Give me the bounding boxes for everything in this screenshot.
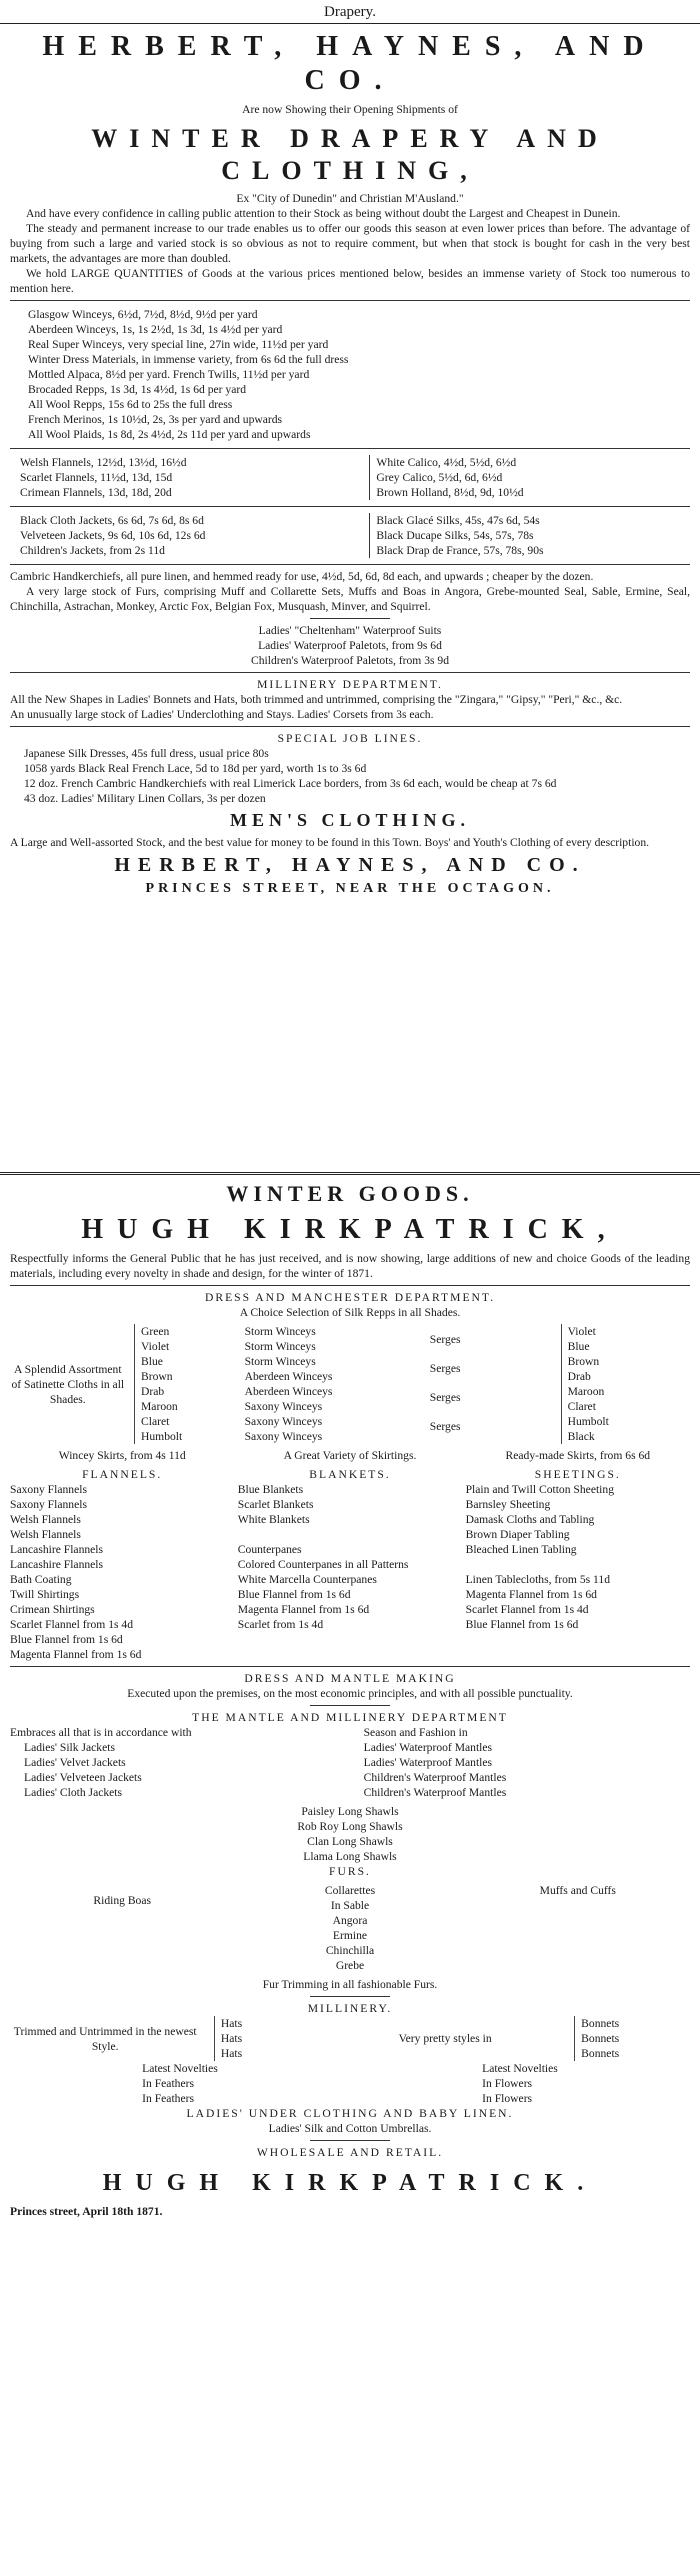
firm-name: HUGH KIRKPATRICK, [81, 1214, 619, 1245]
dept-heading: DRESS AND MANCHESTER DEPARTMENT. [204, 1291, 496, 1304]
furs-center [238, 1883, 462, 1973]
list-item: Grey Calico, 5½d, 6d, 6½d [376, 471, 503, 484]
color-item: Brown [141, 1370, 173, 1383]
wholesale-retail: WHOLESALE AND RETAIL. [256, 2146, 444, 2159]
riding-boas: Riding Boas [93, 1894, 152, 1907]
list-item: Saxony Winceys [244, 1400, 323, 1413]
jackets-silks-block [20, 513, 680, 558]
address: PRINCES STREET, NEAR THE OCTAGON. [145, 881, 555, 896]
serges-column [430, 1324, 552, 1444]
list-item: White Marcella Counterpanes [237, 1573, 377, 1586]
list-item: Brown Diaper Tabling [465, 1528, 570, 1541]
list-item: Blue Flannel from 1s 6d [465, 1618, 579, 1631]
section-header: Drapery. [0, 0, 700, 24]
list-item: Damask Cloths and Tabling [465, 1513, 595, 1526]
novelties-row [10, 2061, 690, 2106]
list-item: Children's Waterproof Mantles [363, 1771, 507, 1784]
furs-grid [10, 1883, 690, 1973]
list-item: Winter Dress Materials, in immense variety, from 6s 6d the full dress [28, 353, 349, 366]
list-item: In Sable [330, 1899, 370, 1912]
list-item: Chinchilla [325, 1944, 375, 1957]
color-item: Claret [141, 1415, 170, 1428]
list-item: Scarlet from 1s 4d [237, 1618, 324, 1631]
advertisement-herbert-haynes [0, 24, 700, 1175]
list-item: In Feathers [142, 2092, 194, 2105]
list-item: Plain and Twill Cotton Sheeting [465, 1483, 614, 1496]
list-item: Ladies' Waterproof Mantles [363, 1756, 493, 1769]
jackets-column [10, 1725, 350, 1800]
list-item [238, 1527, 462, 1542]
list-item: Bonnets [581, 2047, 620, 2060]
list-item: Brown Holland, 8½d, 9d, 10½d [376, 486, 524, 499]
paragraph: We hold LARGE QUANTITIES of Goods at the various prices mentioned below, besides an immense variety of Stock too numerous to mention here. [10, 267, 690, 295]
list-item: Crimean Flannels, 13d, 18d, 20d [20, 486, 172, 499]
list-item: Real Super Winceys, very special line, 27in wide, 11½d per yard [28, 338, 329, 351]
mens-text: A Large and Well-assorted Stock, and the best value for money to be found in this Town. Boys' and Youth's Clothing of every description. [10, 836, 650, 849]
color-item: Humbolt [567, 1415, 609, 1428]
hats-column [214, 2016, 316, 2061]
divider [10, 448, 690, 449]
list-item: Twill Shirtings [10, 1588, 80, 1601]
list-item: All Wool Plaids, 1s 8d, 2s 4½d, 2s 11d per yard and upwards [28, 428, 311, 441]
divider [10, 1666, 690, 1667]
flannels-column [10, 1467, 234, 1662]
list-item: Saxony Flannels [10, 1498, 87, 1511]
satinette-label: A Splendid Assortment of Satinette Cloths in all Shades. [11, 1362, 125, 1406]
furs-heading: FURS. [329, 1865, 371, 1878]
divider [10, 564, 690, 565]
column-heading: BLANKETS. [309, 1468, 391, 1481]
divider [310, 1996, 390, 1997]
job-lines-heading: SPECIAL JOB LINES. [277, 732, 423, 745]
paragraph: The steady and permanent increase to our trade enables us to offer our goods this season at even lower prices than before. The advantage of buying from such a large and varied stock is so obvious as not to require comment, but when that stock is bought for cash in the very best markets, the advantages are more than doubled. [10, 222, 690, 265]
paragraph: And have every confidence in calling public attention to their Stock as being without doubt the Largest and Cheapest in Dunein. [26, 207, 621, 220]
color-item: Blue [141, 1355, 163, 1368]
list-item: White Blankets [237, 1513, 310, 1526]
flannels-column [20, 455, 363, 500]
list-item: Linen Tablecloths, from 5s 11d [465, 1573, 610, 1586]
list-item: Japanese Silk Dresses, 45s full dress, usual price 80s [24, 747, 269, 760]
bonnets-column [574, 2016, 690, 2061]
list-item: Brocaded Repps, 1s 3d, 1s 4½d, 1s 6d per yard [28, 383, 246, 396]
mantles-column [364, 1725, 690, 1800]
list-item: Bonnets [581, 2017, 620, 2030]
divider [310, 2140, 390, 2141]
list-item: 43 doz. Ladies' Military Linen Collars, 3s per dozen [24, 792, 266, 805]
list-item: Latest Novelties [142, 2062, 218, 2075]
shawls [10, 1804, 690, 1864]
list-item: Mottled Alpaca, 8½d per yard. French Twills, 11½d per yard [28, 368, 310, 381]
column-heading: SHEETINGS. [534, 1468, 621, 1481]
paragraph: All the New Shapes in Ladies' Bonnets and Hats, both trimmed and untrimmed, comprising the "Zingara," "Gipsy," "Peri," &c., &c. [10, 693, 623, 706]
millinery-grid [10, 2016, 690, 2061]
headline: WINTER DRAPERY AND CLOTHING, [91, 124, 609, 185]
divider [10, 300, 690, 301]
divider [10, 506, 690, 507]
color-item: Maroon [141, 1400, 178, 1413]
millinery-heading: MILLINERY. [307, 2002, 393, 2015]
list-item: 1058 yards Black Real French Lace, 5d to 18d per yard, worth 1s to 3s 6d [24, 762, 367, 775]
advertisement-hugh-kirkpatrick [0, 1175, 700, 2518]
divider [310, 618, 390, 619]
list-item: Clan Long Shawls [307, 1835, 393, 1848]
list-item: Magenta Flannel from 1s 6d [465, 1588, 597, 1601]
list-item: Crimean Shirtings [10, 1603, 95, 1616]
list-item: Grebe [335, 1959, 365, 1972]
color-item: Green [141, 1325, 170, 1338]
list-item: Ladies' "Cheltenham" Waterproof Suits [258, 624, 442, 637]
skirts-row [10, 1448, 690, 1463]
list-item: Velveteen Jackets, 9s 6d, 10s 6d, 12s 6d [20, 529, 206, 542]
list-item: In Feathers [142, 2077, 194, 2090]
satinette-colors [134, 1324, 236, 1444]
mantle-millinery-heading: THE MANTLE AND MILLINERY DEPARTMENT [192, 1711, 508, 1724]
list-item: Rob Roy Long Shawls [297, 1820, 403, 1833]
job-lines [24, 746, 690, 806]
list-item: Serges [429, 1333, 461, 1346]
list-item: Hats [220, 2047, 243, 2060]
list-item: Paisley Long Shawls [301, 1805, 399, 1818]
body-text [10, 206, 690, 296]
color-item: Maroon [567, 1385, 605, 1398]
list-item: Ladies' Waterproof Mantles [363, 1741, 493, 1754]
trimmed-untrimmed: Trimmed and Untrimmed in the newest Style. [13, 2024, 197, 2053]
list-item: All Wool Repps, 15s 6d to 25s the full dress [28, 398, 233, 411]
list-item: Saxony Flannels [10, 1483, 87, 1496]
firm-name: HERBERT, HAYNES, AND CO. [42, 31, 658, 96]
list-item: Counterpanes [237, 1543, 302, 1556]
list-item: Black Cloth Jackets, 6s 6d, 7s 6d, 8s 6d [20, 514, 204, 527]
list-item [466, 1557, 690, 1572]
list-item: Black Ducape Silks, 54s, 57s, 78s [376, 529, 534, 542]
headline: WINTER GOODS. [226, 1181, 474, 1206]
dress-grid [10, 1324, 690, 1444]
divider [10, 726, 690, 727]
paragraph: An unusually large stock of Ladies' Underclothing and Stays. Ladies' Corsets from 3s each. [10, 708, 434, 721]
umbrellas: Ladies' Silk and Cotton Umbrellas. [268, 2122, 432, 2135]
divider [10, 672, 690, 673]
list-item: Ermine [332, 1929, 368, 1942]
sheetings-column [466, 1467, 690, 1662]
list-item: Storm Winceys [244, 1325, 316, 1338]
list-item: Scarlet Flannel from 1s 4d [465, 1603, 589, 1616]
variety-skirtings: A Great Variety of Skirtings. [283, 1449, 417, 1462]
color-item: Claret [567, 1400, 596, 1413]
list-item: Ladies' Waterproof Paletots, from 9s 6d [258, 639, 442, 652]
divider [310, 1705, 390, 1706]
winceys-column [245, 1324, 422, 1444]
list-item: Ladies' Velveteen Jackets [24, 1771, 142, 1784]
list-item: Welsh Flannels, 12½d, 13½d, 16½d [20, 456, 187, 469]
readymade-skirts: Ready-made Skirts, from 6s 6d [505, 1449, 651, 1462]
list-item: Blue Blankets [237, 1483, 304, 1496]
list-item: Blue Flannel from 1s 6d [10, 1633, 123, 1646]
list-item: Serges [429, 1391, 461, 1404]
list-item: Magenta Flannel from 1s 6d [10, 1648, 142, 1661]
waterproofs [10, 623, 690, 668]
calico-column [369, 455, 680, 500]
list-item: Aberdeen Winceys, 1s, 1s 2½d, 1s 3d, 1s 4½d per yard [28, 323, 283, 336]
textiles-grid [10, 1467, 690, 1662]
pretty-styles: Very pretty styles in [398, 2032, 492, 2045]
intro-line: Are now Showing their Opening Shipments of [242, 103, 458, 116]
list-item: Lancashire Flannels [10, 1558, 104, 1571]
list-item: Bleached Linen Tabling [465, 1543, 577, 1556]
list-item: Ladies' Velvet Jackets [24, 1756, 126, 1769]
color-item: Violet [567, 1325, 596, 1338]
color-item: Black [567, 1430, 595, 1443]
list-item: Welsh Flannels [10, 1513, 81, 1526]
list-item: Scarlet Blankets [237, 1498, 314, 1511]
list-item: Ladies' Silk Jackets [24, 1741, 115, 1754]
mantle-making-text: Executed upon the premises, on the most economic principles, and with all possible punctuality. [127, 1687, 573, 1700]
date-line: Princes street, April 18th 1871. [10, 2205, 163, 2218]
list-item: Saxony Winceys [244, 1430, 323, 1443]
list-item: Lancashire Flannels [10, 1543, 104, 1556]
list-item: French Merinos, 1s 10½d, 2s, 3s per yard and upwards [28, 413, 283, 426]
color-item: Drab [141, 1385, 165, 1398]
fur-trimming: Fur Trimming in all fashionable Furs. [262, 1978, 438, 1991]
list-item: Hats [220, 2032, 243, 2045]
list-item: Scarlet Flannel from 1s 4d [10, 1618, 133, 1631]
color-item: Blue [567, 1340, 590, 1353]
price-list [28, 307, 690, 442]
flowers-column [482, 2061, 558, 2106]
list-item: Angora [332, 1914, 368, 1927]
firm-name-footer: HUGH KIRKPATRICK. [102, 2170, 598, 2196]
serge-colors [561, 1324, 690, 1444]
list-item: Bath Coating [10, 1573, 72, 1586]
muffs-cuffs: Muffs and Cuffs [539, 1884, 616, 1897]
list-item: Latest Novelties [482, 2062, 558, 2075]
list-item: Children's Waterproof Paletots, from 3s 9d [250, 654, 449, 667]
list-item: Collarettes [324, 1884, 376, 1897]
list-item: Scarlet Flannels, 11½d, 13d, 15d [20, 471, 173, 484]
intro-text: Respectfully informs the General Public that he has just received, and is now showing, large additions of new and choice Goods of the leading materials, including every novelty in shade and design, for the winter of 1871. [10, 1252, 690, 1280]
wincey-skirts: Wincey Skirts, from 4s 11d [58, 1449, 186, 1462]
list-item: Glasgow Winceys, 6½d, 7½d, 8½d, 9½d per yard [28, 308, 258, 321]
mens-clothing-heading: MEN'S CLOTHING. [229, 810, 471, 830]
mantle-grid [10, 1725, 690, 1800]
list-item: Season and Fashion in [363, 1726, 468, 1739]
handkerchiefs-furs [10, 569, 690, 614]
feathers-column [142, 2061, 218, 2106]
list-item: Welsh Flannels [10, 1528, 81, 1541]
list-item: Children's Waterproof Mantles [363, 1786, 507, 1799]
list-item: In Flowers [482, 2077, 533, 2090]
under-clothing: LADIES' UNDER CLOTHING AND BABY LINEN. [186, 2107, 514, 2120]
silks-column [369, 513, 680, 558]
list-item: Hats [220, 2017, 243, 2030]
paragraph: A very large stock of Furs, comprising Muff and Collarette Sets, Muffs and Boas in Angora, Grebe-mounted Seal, Sable, Ermine, Seal, Chinchilla, Astrachan, Monkey, Arctic Fox, Belgian Fox, Musquash, Minver, and Squirrel. [10, 585, 690, 613]
list-item: Bonnets [581, 2032, 620, 2045]
list-item: Children's Jackets, from 2s 11d [20, 544, 165, 557]
column-heading: FLANNELS. [82, 1468, 163, 1481]
paragraph: Cambric Handkerchiefs, all pure linen, and hemmed ready for use, 4½d, 5d, 6d, 8d each, and upwards ; cheaper by the dozen. [10, 570, 594, 583]
divider [10, 1285, 690, 1286]
list-item: Aberdeen Winceys [244, 1385, 333, 1398]
list-item: Black Drap de France, 57s, 78s, 90s [376, 544, 544, 557]
list-item: Magenta Flannel from 1s 6d [237, 1603, 370, 1616]
flannels-calico-block [20, 455, 680, 500]
list-item: Serges [429, 1420, 461, 1433]
color-item: Humbolt [141, 1430, 183, 1443]
list-item: Llama Long Shawls [303, 1850, 397, 1863]
list-item: Blue Flannel from 1s 6d [237, 1588, 351, 1601]
dept-subheading: A Choice Selection of Silk Repps in all Shades. [239, 1306, 461, 1319]
list-item: Embraces all that is in accordance with [10, 1726, 192, 1739]
list-item: Ladies' Cloth Jackets [24, 1786, 123, 1799]
list-item: Storm Winceys [244, 1340, 316, 1353]
mantle-making-heading: DRESS AND MANTLE MAKING [244, 1672, 456, 1685]
millinery-heading: MILLINERY DEPARTMENT. [257, 678, 443, 691]
millinery-text [10, 692, 690, 722]
list-item: Storm Winceys [244, 1355, 316, 1368]
list-item: In Flowers [482, 2092, 533, 2105]
list-item: White Calico, 4½d, 5½d, 6½d [376, 456, 517, 469]
list-item: 12 doz. French Cambric Handkerchiefs with real Limerick Lace borders, from 3s 6d each, would be cheap at 7s 6d [24, 777, 557, 790]
list-item: Barnsley Sheeting [465, 1498, 551, 1511]
color-item: Drab [567, 1370, 591, 1383]
color-item: Brown [567, 1355, 600, 1368]
list-item: Serges [429, 1362, 461, 1375]
ships-line: Ex "City of Dunedin" and Christian M'Ausland." [236, 192, 464, 205]
jackets-column [20, 513, 363, 558]
list-item: Aberdeen Winceys [244, 1370, 333, 1383]
color-item: Violet [141, 1340, 170, 1353]
blankets-column [238, 1467, 462, 1662]
list-item: Black Glacé Silks, 45s, 47s 6d, 54s [376, 514, 540, 527]
firm-name-footer: HERBERT, HAYNES, AND CO. [114, 854, 586, 876]
list-item: Colored Counterpanes in all Patterns [237, 1558, 409, 1571]
list-item: Saxony Winceys [244, 1415, 323, 1428]
